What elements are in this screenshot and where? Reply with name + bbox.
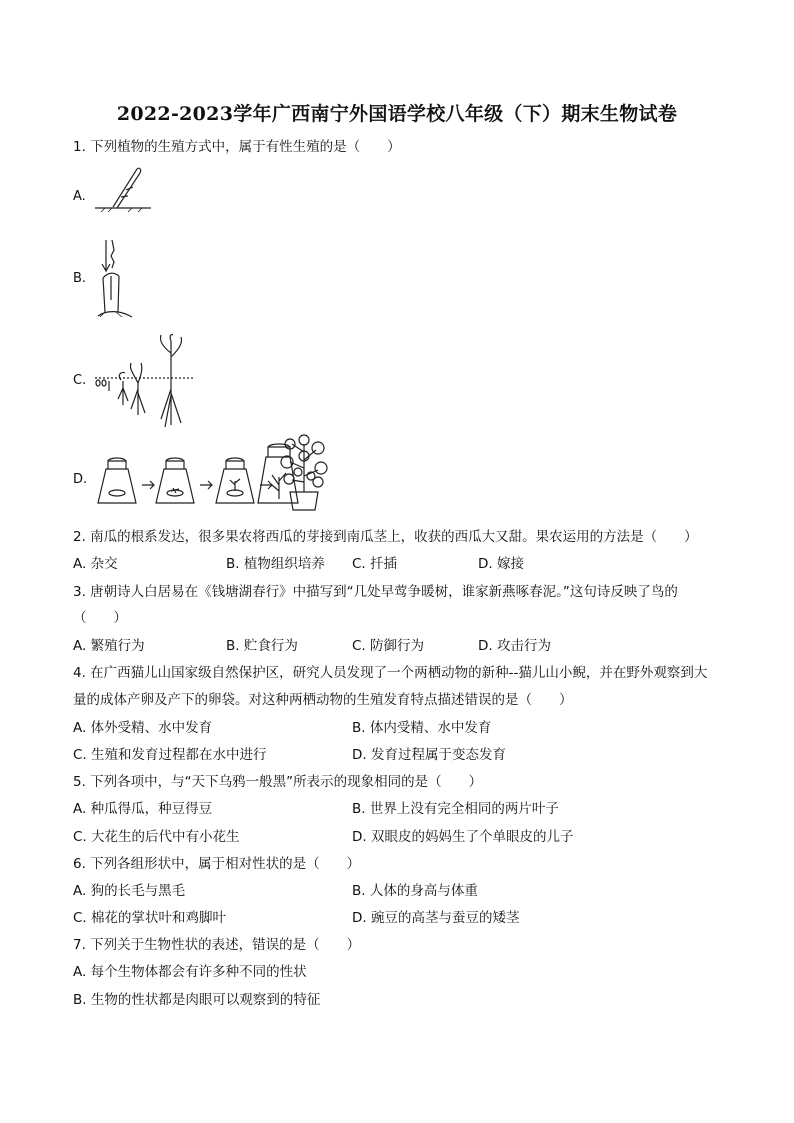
q3-stem-line1: 3. 唐朝诗人白居易在《钱塘湖春行》中描写到“几处早莺争暖树，谁家新燕啄春泥。”这句诗反映了鸟的 <box>73 584 678 600</box>
q3-option-a: A. 繁殖行为 <box>73 638 145 654</box>
q4-stem-line2: 量的成体产卵及产下的卵袋。对这种两栖动物的生殖发育特点描述错误的是（ ） <box>73 692 573 708</box>
q7-stem: 7. 下列关于生物性状的表述，错误的是（ ） <box>73 937 361 953</box>
q4-option-b: B. 体内受精、水中发育 <box>352 720 492 736</box>
q1-option-c-label: C. <box>73 373 87 388</box>
grafting-illustration <box>96 238 136 322</box>
potted-plant-illustration <box>278 432 330 512</box>
q6-stem: 6. 下列各组形状中，属于相对性状的是（ ） <box>73 856 361 872</box>
q7-option-b: B. 生物的性状都是肉眼可以观察到的特征 <box>73 992 321 1008</box>
q5-option-b: B. 世界上没有完全相同的两片叶子 <box>352 801 559 817</box>
seed-germination-illustration <box>93 333 198 431</box>
q4-option-a: A. 体外受精、水中发育 <box>73 720 213 736</box>
q2-option-d: D. 嫁接 <box>478 556 524 572</box>
q2-stem: 2. 南瓜的根系发达，很多果农将西瓜的芽接到南瓜茎上，收获的西瓜大又甜。果农运用的方法是（ ） <box>73 529 698 545</box>
q4-option-d: D. 发育过程属于变态发育 <box>352 747 506 763</box>
page-title: 2022-2023学年广西南宁外国语学校八年级（下）期末生物试卷 <box>116 103 678 125</box>
q3-option-c: C. 防御行为 <box>352 638 425 654</box>
cutting-illustration <box>93 165 153 215</box>
q3-stem-line2: （ ） <box>73 610 127 626</box>
q1-option-a-label: A. <box>73 189 86 204</box>
q5-option-a: A. 种瓜得瓜，种豆得豆 <box>73 801 213 817</box>
q1-option-b-label: B. <box>73 271 87 286</box>
q6-option-d: D. 豌豆的高茎与蚕豆的矮茎 <box>352 910 520 926</box>
q3-option-d: D. 攻击行为 <box>478 638 551 654</box>
q1-option-d-label: D. <box>73 472 88 487</box>
q4-stem-line1: 4. 在广西猫儿山国家级自然保护区，研究人员发现了一个两栖动物的新种--猫儿山小鲵，并在野外观察到大 <box>73 665 708 681</box>
q5-stem: 5. 下列各项中，与“天下乌鸦一般黑”所表示的现象相同的是（ ） <box>73 774 483 790</box>
q3-option-b: B. 贮食行为 <box>226 638 298 654</box>
q2-option-b: B. 植物组织培养 <box>226 556 325 572</box>
q4-option-c: C. 生殖和发育过程都在水中进行 <box>73 747 267 763</box>
q2-option-a: A. 杂交 <box>73 556 118 572</box>
q1-stem: 1. 下列植物的生殖方式中，属于有性生殖的是（ ） <box>73 139 401 155</box>
q5-option-d: D. 双眼皮的妈妈生了个单眼皮的儿子 <box>352 829 574 845</box>
q6-option-c: C. 棉花的掌状叶和鸡脚叶 <box>73 910 227 926</box>
q5-option-c: C. 大花生的后代中有小花生 <box>73 829 240 845</box>
q7-option-a: A. 每个生物体都会有许多种不同的性状 <box>73 964 307 980</box>
q2-option-c: C. 扦插 <box>352 556 398 572</box>
q6-option-a: A. 狗的长毛与黑毛 <box>73 883 186 899</box>
q6-option-b: B. 人体的身高与体重 <box>352 883 478 899</box>
